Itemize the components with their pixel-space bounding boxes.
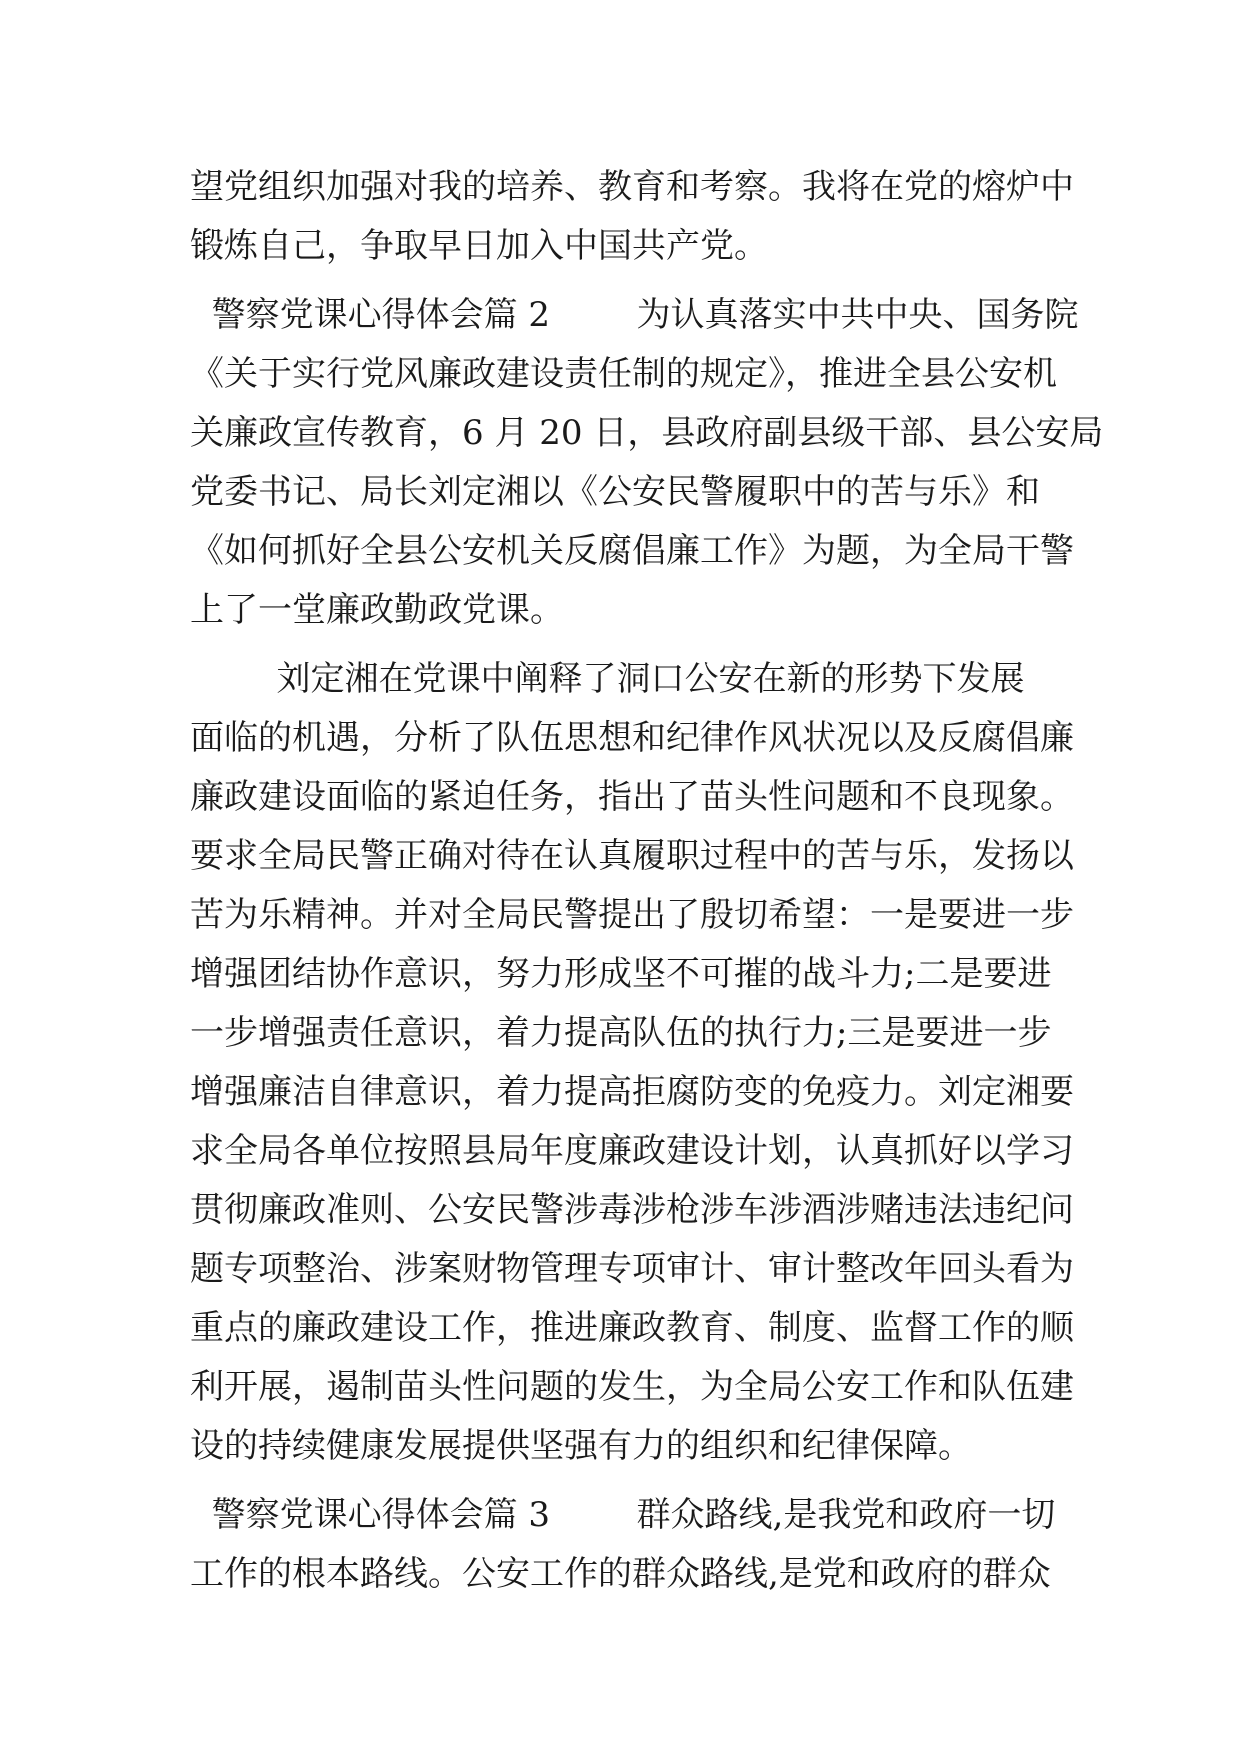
section-heading-line: 警察党课心得体会篇 2 为认真落实中共中央、国务院	[190, 295, 1079, 335]
text-line: 重点的廉政建设工作，推进廉政教育、制度、监督工作的顺	[190, 1308, 1074, 1348]
text-line: 工作的根本路线。公安工作的群众路线,是党和政府的群众	[190, 1554, 1051, 1594]
text-line: 求全局各单位按照县局年度廉政建设计划，认真抓好以学习	[190, 1131, 1074, 1171]
paragraph-1	[190, 158, 1074, 276]
text-line: 面临的机遇，分析了队伍思想和纪律作风状况以及反腐倡廉	[190, 718, 1074, 758]
text-line: 题专项整治、涉案财物管理专项审计、审计整改年回头看为	[190, 1249, 1074, 1289]
text-line: 增强团结协作意识，努力形成坚不可摧的战斗力;二是要进	[190, 954, 1052, 994]
text-line: 上了一堂廉政勤政党课。	[190, 590, 564, 630]
text-line: 苦为乐精神。并对全局民警提出了殷切希望：一是要进一步	[190, 895, 1074, 935]
paragraph-3	[190, 650, 1074, 1476]
text-line: 刘定湘在党课中阐释了洞口公安在新的形势下发展	[190, 659, 1025, 699]
section-heading-line: 警察党课心得体会篇 3 群众路线,是我党和政府一切	[190, 1495, 1056, 1535]
document-body	[190, 158, 1104, 1604]
text-line: 望党组织加强对我的培养、教育和考察。我将在党的熔炉中	[190, 167, 1074, 207]
text-line: 锻炼自己，争取早日加入中国共产党。	[190, 226, 768, 266]
text-line: 《如何抓好全县公安机关反腐倡廉工作》为题，为全局干警	[190, 531, 1074, 571]
text-line: 关廉政宣传教育，6 月 20 日，县政府副县级干部、县公安局	[190, 413, 1104, 453]
text-line: 要求全局民警正确对待在认真履职过程中的苦与乐，发扬以	[190, 836, 1074, 876]
text-line: 一步增强责任意识，着力提高队伍的执行力;三是要进一步	[190, 1013, 1052, 1053]
text-line: 贯彻廉政准则、公安民警涉毒涉枪涉车涉酒涉赌违法违纪问	[190, 1190, 1074, 1230]
text-line: 增强廉洁自律意识，着力提高拒腐防变的免疫力。刘定湘要	[190, 1072, 1074, 1112]
text-line: 《关于实行党风廉政建设责任制的规定》，推进全县公安机	[190, 354, 1057, 394]
text-line: 廉政建设面临的紧迫任务，指出了苗头性问题和不良现象。	[190, 777, 1074, 817]
text-line: 设的持续健康发展提供坚强有力的组织和纪律保障。	[190, 1426, 972, 1466]
text-line: 党委书记、局长刘定湘以《公安民警履职中的苦与乐》和	[190, 472, 1040, 512]
text-line: 利开展，遏制苗头性问题的发生，为全局公安工作和队伍建	[190, 1367, 1074, 1407]
paragraph-4	[190, 1486, 1056, 1604]
paragraph-2	[190, 286, 1104, 640]
